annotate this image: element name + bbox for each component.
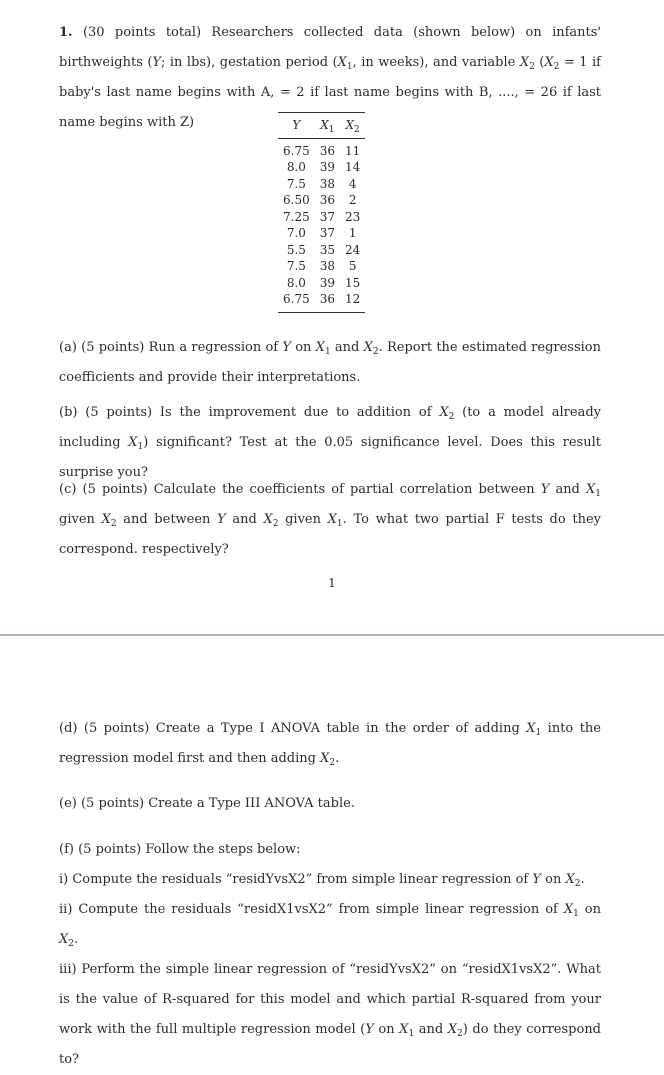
- part-f: (f) (5 points) Follow the steps below: i) Compute the residuals “residYvsX2” from simple linear regression of Y on $X_2$. ii) Compute the residuals “residX1vsX2” from simple linear regression of $X_1$ on $X_2$. iii) Perform the simple linear regression of “residYvsX2” on “residX1vsX2”. What is the value of R-squared for this model and which partial R-squared from your work with the full multiple regression model (Y on $X_1$ and $X_2$) do they correspond to?: [59, 835, 601, 1075]
- page-2: [0, 636, 664, 1067]
- table-row: 5.5 35 24: [286, 242, 361, 257]
- question-1-intro: 1. (30 points total) Researchers collected data (shown below) on infants' birthweights (Y; in lbs), gestation period ($X_1$, in weeks), and variable $X_2$ ($X_2 = 1$ if baby's last name begins with A, = 2 if last name begins with B, ...., = 26 if last name begins with Z): [59, 25, 601, 130]
- table-row: 7.0 37 1: [286, 226, 357, 240]
- part-b: (b) (5 points) Is the improvement due to addition of $X_2$ (to a model already including $X_1$) significant? Test at the 0.05 significance level. Does this result surprise you?: [59, 405, 601, 480]
- part-d: (d) (5 points) Create a Type I ANOVA table in the order of adding $X_1$ into the regression model first and then adding $X_2$.: [59, 721, 601, 768]
- table-row: 6.50 36 2: [283, 193, 357, 207]
- table-header-row: [278, 113, 365, 139]
- part-e: (e) (5 points) Create a Type III ANOVA table.: [59, 796, 355, 811]
- table-row: 6.75 36 11: [283, 143, 361, 158]
- part-f-step-ii: ii) Compute the residuals “residX1vsX2” from simple linear regression of $X_1$ on $X_2$.: [59, 902, 601, 949]
- table-row: 8.0 39 15: [286, 275, 361, 290]
- table-row: 7.5 38 4: [286, 176, 357, 191]
- part-a: (a) (5 points) Run a regression of Y on $X_1$ and $X_2$. Report the estimated regression coefficients and provide their interpretations.: [59, 340, 601, 385]
- data-table: [278, 112, 365, 313]
- header-x1: $X_1$: [315, 113, 340, 139]
- part-f-step-i: i) Compute the residuals “residYvsX2” from simple linear regression of Y on $X_2$.: [59, 872, 585, 889]
- part-f-step-iii: iii) Perform the simple linear regression of “residYvsX2” on “residX1vsX2”. What is the value of R-squared for this model and which partial R-squared from your work with the full multiple regression model (Y on $X_1$ and $X_2$) do they correspond to?: [59, 962, 602, 1067]
- part-c: (c) (5 points) Calculate the coefficients of partial correlation between Y and $X_1$ given $X_2$ and between Y and $X_2$ given $X_1$. To what two partial F tests do they correspond. respectively?: [59, 482, 601, 557]
- table-row: 8.0 39 14: [286, 160, 361, 174]
- question-number: 1.: [59, 25, 73, 40]
- page-number: 1: [328, 576, 336, 590]
- header-x2: $X_2$: [340, 113, 365, 139]
- table-row: 7.25 37 23: [283, 209, 361, 224]
- header-y: Y: [278, 113, 315, 139]
- table-row: 7.5 38 5: [286, 259, 357, 273]
- table-row: 6.75 36 12: [283, 292, 361, 306]
